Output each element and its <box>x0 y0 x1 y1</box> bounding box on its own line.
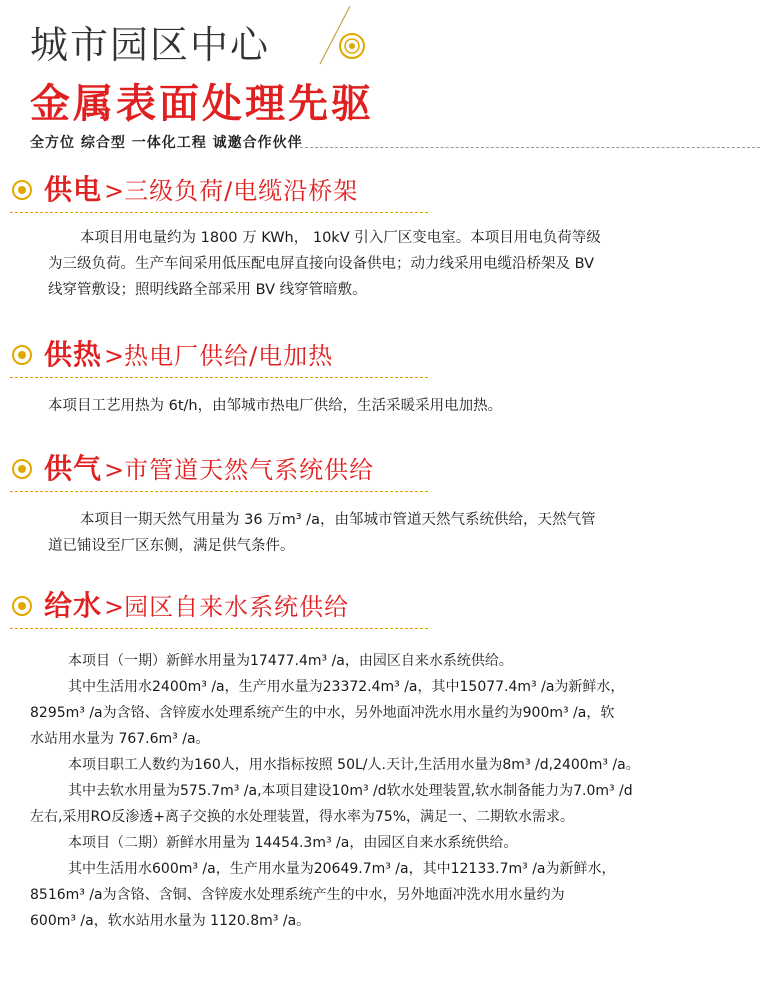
section-title <box>44 168 358 216</box>
paragraph-line: 600m³ /a，软水站用水量为 1120.8m³ /a。 <box>30 913 311 929</box>
paragraph-line: 为三级负荷。生产车间采用低压配电屏直接向设备供电；动力线采用电缆沿桥架及 BV <box>48 256 595 272</box>
section-title <box>44 447 374 495</box>
header-tagline: 全方位 综合型 一体化工程 诚邀合作伙伴 <box>30 135 303 151</box>
paragraph-line: 本项目（一期）新鲜水用量为17477.4m³ /a，由园区自来水系统供给。 <box>68 653 513 669</box>
section-gas-supply <box>0 447 780 495</box>
section-title-main: 供热 <box>44 338 103 371</box>
paragraph-line: 8516m³ /a为含铬、含铜、含锌废水处理系统产生的中水，另外地面冲洗水用水量约为 <box>30 887 565 903</box>
paragraph-line: 本项目一期天然气用量为 36 万m³ /a，由邹城市管道天然气系统供给，天然气管 <box>80 512 596 528</box>
section-heat-paragraph <box>48 393 502 419</box>
paragraph-line: 线穿管敷设；照明线路全部采用 BV 线穿管暗敷。 <box>48 282 367 298</box>
section-power-supply <box>0 168 780 216</box>
section-title <box>44 584 349 632</box>
target-bullet-icon <box>12 459 32 479</box>
target-bullet-icon <box>12 180 32 200</box>
paragraph-line: 其中生活用水600m³ /a，生产用水量为20649.7m³ /a，其中12133.7m³ /a为新鲜水， <box>68 861 616 877</box>
paragraph-line: 其中去软水用量为575.7m³ /a,本项目建设10m³ /d软水处理装置,软水制备能力为7.0m³ /d <box>68 783 633 799</box>
paragraph-line: 本项目用电量约为 1800 万 KWh， 10kV 引入厂区变电室。本项目用电负荷等级 <box>80 230 601 246</box>
chevron-right-icon: > <box>104 456 125 484</box>
section-gas-paragraph <box>48 507 595 559</box>
section-title-main: 供电 <box>44 173 103 206</box>
section-heat-supply <box>0 333 780 381</box>
section-title-sub: 市管道天然气系统供给 <box>124 456 375 484</box>
chevron-right-icon: > <box>104 177 125 205</box>
section-header <box>0 168 780 216</box>
section-header <box>0 584 780 632</box>
paragraph-line: 本项目职工人数约为160人，用水指标按照 50L/人.天计,生活用水量为8m³ /d,2400m³ /a。 <box>68 757 640 773</box>
section-title-sub: 热电厂供给/电加热 <box>124 342 334 370</box>
section-title-main: 供气 <box>44 452 103 485</box>
header-title-line2: 金属表面处理先驱 <box>30 81 374 127</box>
circle-slash-decoration-icon <box>316 4 376 68</box>
chevron-right-icon: > <box>104 593 125 621</box>
paragraph-line: 本项目（二期）新鲜水用量为 14454.3m³ /a，由园区自来水系统供给。 <box>68 835 518 851</box>
paragraph-line: 8295m³ /a为含铬、含锌废水处理系统产生的中水，另外地面冲洗水用水量约为900m³ /a，软 <box>30 705 615 721</box>
paragraph-line: 道已铺设至厂区东侧，满足供气条件。 <box>48 538 295 554</box>
tagline-divider <box>300 147 760 148</box>
paragraph-line: 其中生活用水2400m³ /a，生产用水量为23372.4m³ /a，其中15077.4m³ /a为新鲜水， <box>68 679 625 695</box>
section-divider <box>10 491 428 492</box>
paragraph-line: 左右,采用RO反渗透+离子交换的水处理装置，得水率为75%，满足一、二期软水需求。 <box>30 809 575 825</box>
section-title-main: 给水 <box>44 589 103 622</box>
page-header <box>0 0 780 160</box>
section-header <box>0 447 780 495</box>
chevron-right-icon: > <box>104 342 125 370</box>
section-divider <box>10 628 428 629</box>
header-title-line1: 城市园区中心 <box>30 23 271 67</box>
section-title-sub: 园区自来水系统供给 <box>124 593 350 621</box>
target-bullet-icon <box>12 596 32 616</box>
section-header <box>0 333 780 381</box>
section-water-supply <box>0 584 780 632</box>
section-divider <box>10 212 428 213</box>
paragraph-line: 本项目工艺用热为 6t/h，由邹城市热电厂供给，生活采暖采用电加热。 <box>48 398 503 414</box>
section-title <box>44 333 333 381</box>
section-title-sub: 三级负荷/电缆沿桥架 <box>124 177 359 205</box>
section-power-paragraph <box>48 225 601 303</box>
section-water-paragraph <box>30 648 640 934</box>
paragraph-line: 水站用水量为 767.6m³ /a。 <box>30 731 210 747</box>
target-bullet-icon <box>12 345 32 365</box>
section-divider <box>10 377 428 378</box>
